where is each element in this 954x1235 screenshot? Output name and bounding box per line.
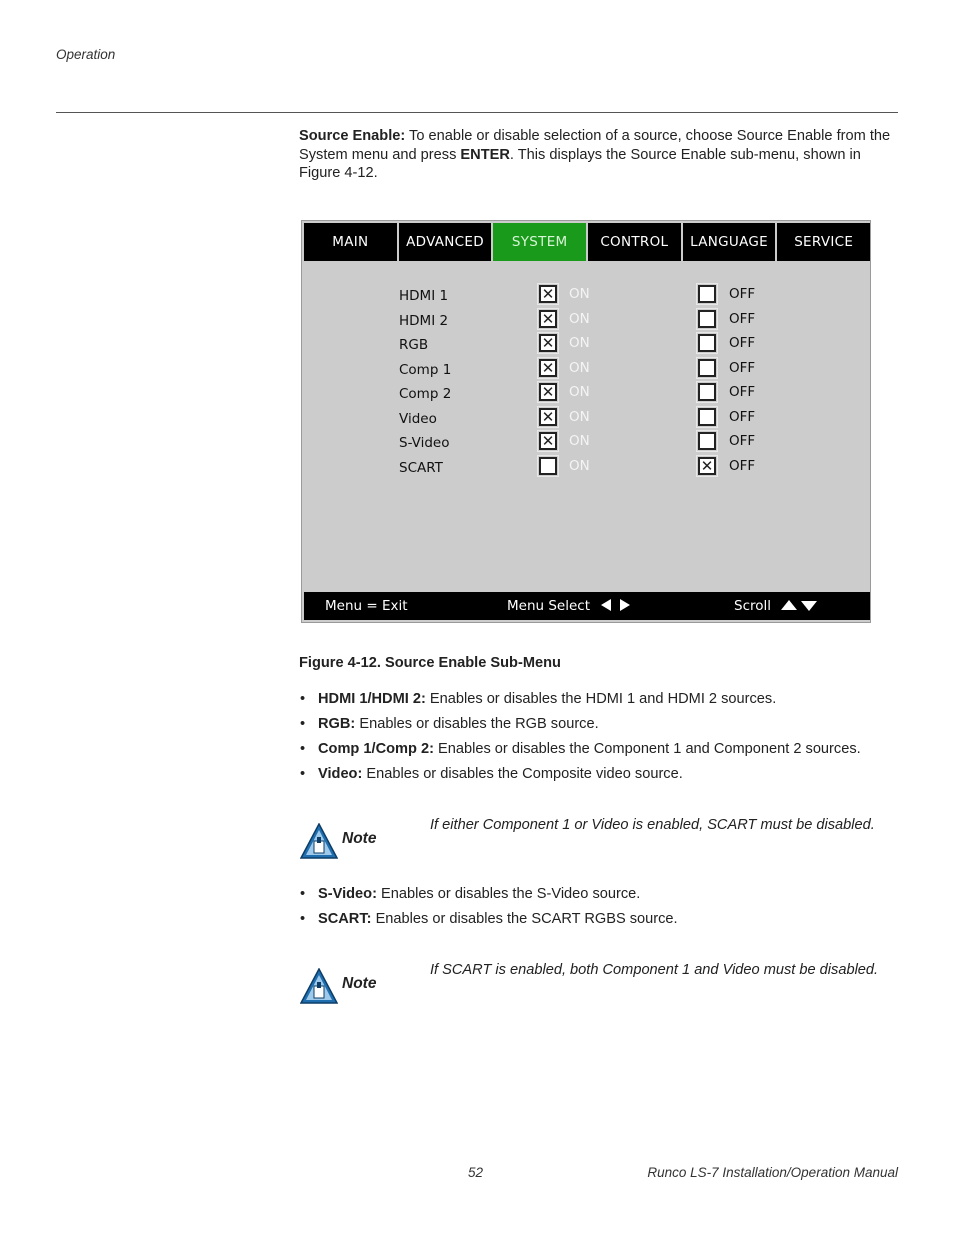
- source-label: Video: [399, 410, 437, 427]
- header-rule: [56, 112, 898, 113]
- checked-x-icon: ✕: [541, 334, 555, 352]
- bullet-list-1: [299, 691, 909, 791]
- checked-x-icon: ✕: [700, 456, 714, 475]
- note-label: Note: [342, 975, 377, 992]
- source-row: [302, 310, 870, 334]
- note-label: Note: [342, 830, 377, 847]
- source-enable-list: [302, 261, 870, 591]
- off-checkbox[interactable]: [698, 334, 716, 352]
- off-label: OFF: [729, 310, 756, 327]
- off-checkbox[interactable]: [698, 383, 716, 401]
- arrow-right-icon: [620, 599, 630, 611]
- source-label: Comp 1: [399, 361, 452, 378]
- bullet-text: Enables or disables the Composite video source.: [362, 766, 683, 782]
- bullet-term: RGB:: [318, 716, 356, 732]
- on-checkbox[interactable]: [539, 285, 557, 303]
- off-label: OFF: [729, 335, 756, 351]
- list-item: • Comp 1/Comp 2: Enables or disables the Component 1 and Component 2 sources.: [300, 741, 861, 757]
- on-checkbox[interactable]: [539, 359, 557, 377]
- arrow-up-icon: [781, 600, 797, 610]
- on-checkbox[interactable]: [539, 383, 557, 401]
- arrow-down-icon: [801, 601, 817, 611]
- on-checkbox[interactable]: [539, 310, 557, 328]
- on-label: ON: [569, 384, 590, 400]
- page-number: 52: [468, 1165, 484, 1180]
- osd-tab-bar: [304, 223, 870, 261]
- bullet-text: Enables or disables the RGB source.: [355, 716, 599, 732]
- source-label: S-Video: [399, 435, 450, 451]
- note-warning-icon: [300, 968, 338, 1004]
- list-item: • S-Video: Enables or disables the S-Video source.: [300, 886, 641, 902]
- off-label: OFF: [729, 359, 756, 376]
- on-label: ON: [569, 335, 590, 351]
- note-text: If SCART is enabled, both Component 1 and Video must be disabled.: [430, 962, 879, 978]
- bullet-text: Enables or disables the S-Video source.: [376, 886, 641, 902]
- on-label: ON: [569, 286, 590, 302]
- off-label: OFF: [729, 433, 756, 449]
- source-label: SCART: [399, 459, 443, 476]
- intro-paragraph: [299, 127, 899, 183]
- on-label: ON: [569, 457, 590, 474]
- on-checkbox[interactable]: [539, 457, 557, 475]
- tab-advanced[interactable]: ADVANCED: [399, 223, 494, 261]
- on-label: ON: [569, 310, 590, 327]
- tab-service[interactable]: SERVICE: [794, 234, 854, 250]
- off-label: OFF: [729, 457, 756, 474]
- on-label: ON: [569, 408, 590, 425]
- note-warning-icon: [300, 823, 338, 859]
- checked-x-icon: ✕: [541, 432, 555, 450]
- list-item: • HDMI 1/HDMI 2: Enables or disables the HDMI 1 and HDMI 2 sources.: [300, 691, 777, 707]
- checked-x-icon: ✕: [541, 358, 555, 377]
- arrow-left-icon: [601, 599, 611, 611]
- on-label: ON: [569, 359, 590, 376]
- bullet-text: Enables or disables the SCART RGBS source.: [371, 911, 678, 927]
- source-label: HDMI 2: [399, 312, 449, 329]
- bullet-list-2: [299, 886, 909, 936]
- on-checkbox[interactable]: [539, 432, 557, 450]
- menu-select-hint: Menu Select: [507, 598, 591, 614]
- list-item: • SCART: Enables or disables the SCART RGBS source.: [300, 911, 678, 927]
- off-checkbox[interactable]: [698, 432, 716, 450]
- tab-language[interactable]: LANGUAGE: [683, 223, 778, 261]
- intro-text-1: To enable or disable selection of a source, choose Source Enable from the System menu and press: [299, 128, 891, 163]
- on-checkbox[interactable]: [539, 408, 557, 426]
- source-label: RGB: [399, 337, 429, 353]
- bullet-text: Enables or disables the HDMI 1 and HDMI 2 sources.: [425, 691, 777, 707]
- source-label: HDMI 1: [399, 288, 449, 304]
- list-item: • Video: Enables or disables the Composite video source.: [300, 766, 683, 782]
- page-header-label: Operation: [56, 47, 116, 62]
- tab-main[interactable]: MAIN: [304, 223, 399, 261]
- bullet-term: HDMI 1/HDMI 2:: [318, 691, 426, 707]
- checked-x-icon: ✕: [541, 383, 555, 401]
- off-label: OFF: [729, 384, 756, 400]
- intro-text-2: . This displays the Source Enable sub-menu, shown in Figure 4-12.: [299, 146, 861, 182]
- osd-footer-bar: [304, 592, 870, 620]
- off-label: OFF: [729, 286, 756, 302]
- bullet-term: SCART:: [318, 911, 372, 927]
- source-label: Comp 2: [399, 386, 452, 402]
- source-row: [302, 285, 870, 309]
- off-checkbox[interactable]: [698, 408, 716, 426]
- footer-title: Runco LS-7 Installation/Operation Manual: [647, 1165, 898, 1180]
- source-row: [302, 334, 870, 358]
- source-row: [302, 432, 870, 456]
- off-checkbox[interactable]: [698, 457, 716, 475]
- checked-x-icon: ✕: [541, 407, 555, 426]
- bullet-term: Video:: [318, 766, 363, 782]
- checked-x-icon: ✕: [541, 309, 555, 328]
- bullet-term: S-Video:: [318, 886, 377, 902]
- note-text: If either Component 1 or Video is enabled, SCART must be disabled.: [430, 817, 875, 833]
- osd-menu-figure: [301, 220, 871, 623]
- off-label: OFF: [729, 408, 756, 425]
- source-row: [302, 408, 870, 432]
- source-row: [302, 457, 870, 481]
- source-row: [302, 359, 870, 383]
- scroll-hint: Scroll: [734, 598, 772, 614]
- intro-term: Source Enable:: [299, 128, 406, 144]
- off-checkbox[interactable]: [698, 359, 716, 377]
- figure-caption: Figure 4-12. Source Enable Sub-Menu: [299, 655, 561, 671]
- source-row: [302, 383, 870, 407]
- menu-exit-hint: Menu = Exit: [325, 598, 408, 614]
- checked-x-icon: ✕: [541, 285, 555, 303]
- intro-key: ENTER: [460, 146, 510, 163]
- on-label: ON: [569, 433, 590, 449]
- bullet-text: Enables or disables the Component 1 and Component 2 sources.: [433, 741, 861, 757]
- on-checkbox[interactable]: [539, 334, 557, 352]
- off-checkbox[interactable]: [698, 285, 716, 303]
- bullet-term: Comp 1/Comp 2:: [318, 741, 434, 757]
- list-item: • RGB: Enables or disables the RGB source.: [300, 716, 599, 732]
- off-checkbox[interactable]: [698, 310, 716, 328]
- tab-control[interactable]: CONTROL: [588, 223, 683, 261]
- tab-system[interactable]: SYSTEM: [493, 223, 588, 261]
